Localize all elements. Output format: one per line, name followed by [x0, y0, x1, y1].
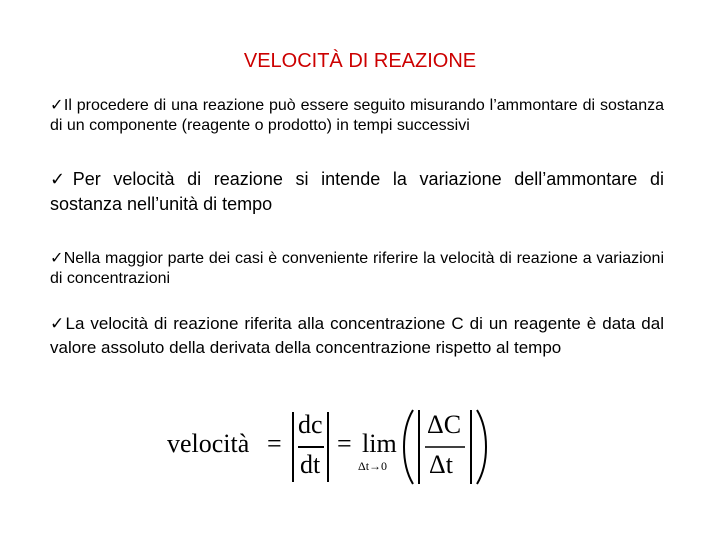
- checkmark-icon: ✓: [50, 248, 64, 267]
- paragraph-text: Il procedere di una reazione può essere seguito misurando l’ammontare di sostanza di un componente (reagente o prodotto) in tempi successivi: [50, 97, 664, 134]
- formula-equals-2: =: [337, 429, 352, 458]
- formula-delta-c: ΔC: [427, 410, 462, 439]
- bullet-paragraph-3: [50, 248, 664, 289]
- formula-lim: lim: [362, 429, 397, 458]
- slide-title: VELOCITÀ DI REAZIONE: [243, 50, 477, 72]
- checkmark-icon: ✓: [50, 314, 66, 334]
- paragraph-text: La velocità di reazione riferita alla concentrazione C di un reagente è data dal valore assoluto della derivata della concentrazione rispetto al tempo: [50, 314, 664, 357]
- paragraph-text: Per velocità di reazione si intende la variazione dell’ammontare di sostanza nell’unità di tempo: [50, 169, 664, 214]
- formula-equals-1: =: [267, 429, 282, 458]
- checkmark-icon: ✓: [50, 95, 64, 114]
- close-paren: [477, 410, 486, 484]
- bullet-paragraph-1: [50, 95, 664, 136]
- formula-lhs: velocità: [167, 429, 250, 458]
- formula-dc: dc: [298, 410, 323, 439]
- paragraph-text: Nella maggior parte dei casi è conveniente riferire la velocità di reazione a variazioni di concentrazioni: [50, 250, 664, 287]
- checkmark-icon: ✓: [50, 169, 73, 190]
- formula-dt: dt: [300, 450, 321, 479]
- open-paren: [404, 410, 413, 484]
- fraction-bar-1: [298, 446, 324, 448]
- abs-bar-right: [327, 412, 329, 482]
- formula-delta-t: Δt: [429, 450, 453, 479]
- abs-bar-left: [292, 412, 294, 482]
- bullet-paragraph-2: [50, 167, 664, 216]
- formula-lim-subscript: Δt→0: [358, 459, 388, 473]
- bullet-paragraph-4: [50, 312, 664, 359]
- rate-formula: [167, 402, 507, 492]
